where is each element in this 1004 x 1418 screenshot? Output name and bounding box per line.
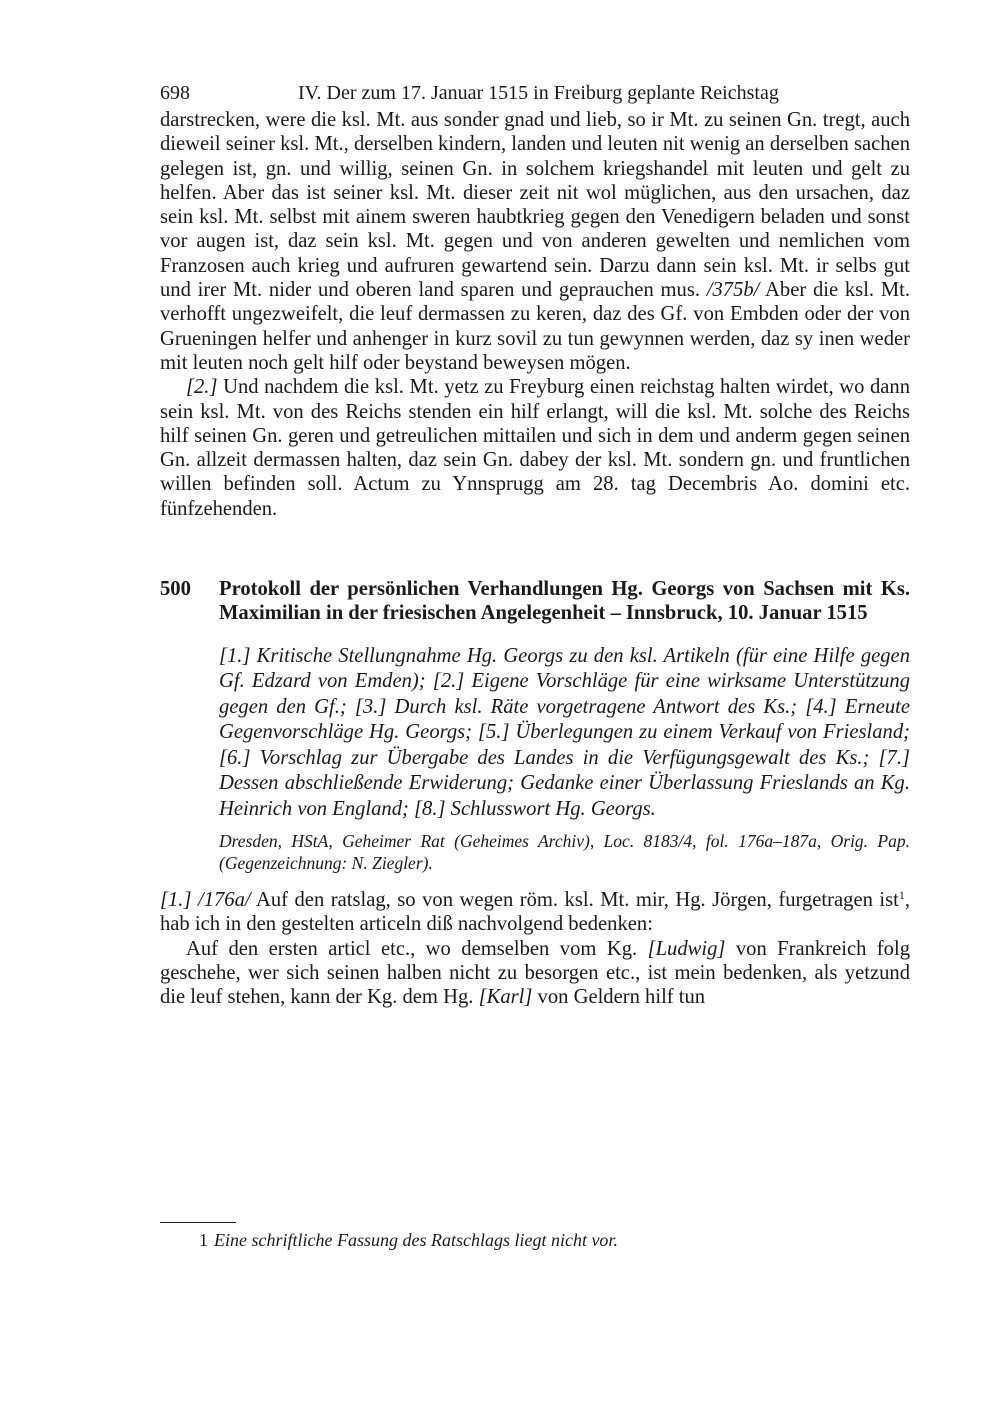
document-source: Dresden, HStA, Geheimer Rat (Geheimes Archiv), Loc. 8183/4, fol. 176a–187a, Orig. Pap. (Gegenzeichnung: N. Ziegler). <box>219 831 910 874</box>
editorial-name-ludwig: [Ludwig] <box>647 937 726 960</box>
footnote-reference: 1 <box>898 888 905 903</box>
editorial-name-karl: [Karl] <box>478 986 533 1009</box>
paragraph-2-text: Und nachdem die ksl. Mt. yetz zu Freyburg einen reichstag halten wirdet, wo dann sein ksl. Mt. von des Reichs stenden ein hilf erlangt, will die ksl. Mt. solche des Reichs hilf seinen Gn. geren und getreulichen mittailen und sich in dem und anderm gegen seinen Gn. allzeit dermassen halten, daz sein Gn. dabey der ksl. Mt. sondern gn. und fruntlichen willen befinden soll. Actum zu Ynnsprugg am 28. tag Decembris Ao. domini etc. fünfzehenden. <box>160 376 910 520</box>
folio-marker: /375b/ <box>706 279 760 302</box>
paragraph-2 <box>160 375 910 521</box>
continuation-text: darstrecken, were die ksl. Mt. aus sonder gnad und lieb, so ir Mt. zu seinen Gn. tregt, auch dieweil seiner ksl. Mt., derselben kindern, landen und leuten nit wenig an derselben sachen gelegen ist, gn. und willig, seinen Gn. in solchem kriegshandel mit leuten und gelt zu helfen. Aber das ist seiner ksl. Mt. dieser zeit nit wol müglichen, aus den ursachen, daz sein ksl. Mt. selbst mit ainem sweren haubtkrieg gegen den Venedigern beladen und sonst vor augen ist, daz sein ksl. Mt. gegen und von anderen gewelten und nemlichen vom Franzosen auch krieg und aufruren gewartend sein. Darzu dann sein ksl. Mt. ir selbs gut und irer Mt. nider und oberen land sparen und geprauchen mus. <box>160 109 910 302</box>
text-paragraph-1 <box>160 888 910 937</box>
document-title: Protokoll der persönlichen Verhandlungen Hg. Georgs von Sachsen mit Ks. Maximilian in der friesischen Angelegenheit – Innsbruck, 10. Januar 1515 <box>219 578 910 625</box>
document-number: 500 <box>160 578 191 601</box>
footnote-rule <box>160 1222 236 1223</box>
text-paragraph-2-a: Auf den ersten articl etc., wo demselben vom Kg. <box>186 937 638 960</box>
text-paragraph-1-a: Auf den ratslag, so von wegen röm. ksl. Mt. mir, Hg. Jörgen, furgetragen ist <box>255 889 899 912</box>
paragraph-marker: [2.] <box>186 376 218 399</box>
continuation-text-2: Aber die ksl. Mt. verhofft ungezweifelt, die leuf dermassen zu keren, daz des Gf. von Embden oder der von Grueningen helfer und anhenger in kurz sovil zu tun gewynnen werden, daz sy inen weder mit leuten noch gelt hilf oder beystand beweysen mögen. <box>160 279 911 374</box>
text-paragraph-1-b: , hab ich in den gestelten articeln diß nachvolgend bedenken: <box>160 889 910 936</box>
document-regest: [1.] Kritische Stellungnahme Hg. Georgs zu den ksl. Artikeln (für eine Hilfe gegen Gf. Edzard von Emden); [2.] Eigene Vorschläge für eine wirksame Unterstützung gegen den Gf.; [3.] Durch ksl. Räte vorgetragene Antwort des Ks.; [4.] Erneute Gegenvorschläge Hg. Georgs; [5.] Überlegungen zu einem Verkauf von Friesland; [6.] Vorschlag zur Übergabe des Landes in die Verfügungsgewalt des Ks.; [7.] Dessen abschließende Erwiderung; Gedanke einer Überlassung Frieslands an Kg. Heinrich von England; [8.] Schlusswort Hg. Georgs. <box>219 644 910 820</box>
body-text <box>160 108 910 521</box>
footnote-text: Eine schriftliche Fassung des Ratschlags liegt nicht vor. <box>214 1230 618 1250</box>
running-head <box>160 78 910 108</box>
paragraph-marker-1: [1.] /176a/ <box>160 889 251 912</box>
footnote-mark: 1 <box>199 1230 208 1250</box>
page-number: 698 <box>160 82 190 104</box>
page-content <box>160 78 910 1010</box>
text-paragraph-2-b: von Frankreich folg geschehe, wer sich seinen halben nicht zu besorgen etc., ist mein bedenken, als yetzund die leuf stehen, kann der Kg. dem Hg. <box>160 937 910 1009</box>
document-heading <box>160 577 910 626</box>
text-paragraph-2-c: von Geldern hilf tun <box>537 986 706 1009</box>
footnote <box>160 1228 910 1252</box>
continuation-paragraph <box>160 108 910 375</box>
text-paragraph-2 <box>160 937 910 1010</box>
document-text <box>160 888 910 1009</box>
running-title: IV. Der zum 17. Januar 1515 in Freiburg geplante Reichstag <box>298 82 779 104</box>
